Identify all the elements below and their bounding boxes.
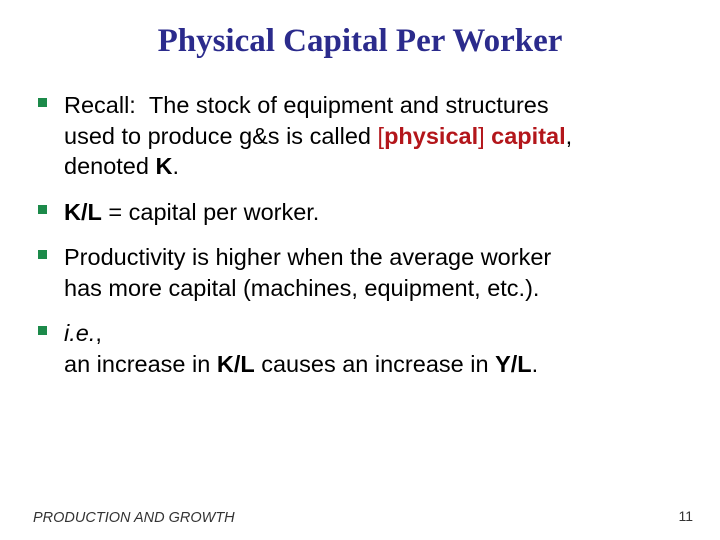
symbol-yl: Y/L xyxy=(495,350,532,377)
bullet-line: has more capital (machines, equipment, etc.). xyxy=(64,274,540,301)
bullet-ie xyxy=(36,318,696,379)
period: . xyxy=(531,350,539,377)
bullet-line: = capital per worker. xyxy=(101,198,320,225)
square-bullet-icon xyxy=(38,250,47,259)
symbol-kl: K/L xyxy=(64,198,102,225)
bullet-text xyxy=(64,242,696,303)
bullet-text xyxy=(64,318,696,379)
bullet-line: used to produce g&s is called xyxy=(64,122,378,149)
bullet-text xyxy=(64,197,696,228)
bullet-line: Productivity is higher when the average worker xyxy=(64,244,552,271)
period: . xyxy=(172,153,179,180)
ie-label: i.e. xyxy=(64,320,96,347)
bracket-close: ] xyxy=(478,122,485,149)
bullet-line: denoted xyxy=(64,153,156,180)
bullet-line: The stock of equipment and structures xyxy=(148,92,549,118)
symbol-kl: K/L xyxy=(216,350,255,377)
square-bullet-icon xyxy=(38,205,47,214)
bullet-productivity xyxy=(36,242,696,303)
emphasis-capital: capital xyxy=(491,122,566,149)
symbol-k: K xyxy=(155,153,173,180)
page-number: 11 xyxy=(678,508,693,524)
comma: , xyxy=(95,320,102,347)
footer-text: PRODUCTION AND GROWTH xyxy=(33,510,235,526)
bullet-kl xyxy=(36,197,696,228)
emphasis-physical: physical xyxy=(384,122,479,149)
bullet-line: an increase in xyxy=(64,350,217,377)
recall-label: Recall: xyxy=(64,92,136,118)
bullet-line: causes an increase in xyxy=(254,350,496,377)
square-bullet-icon xyxy=(38,98,47,107)
comma: , xyxy=(565,122,573,149)
slide-title: Physical Capital Per Worker xyxy=(157,23,563,59)
square-bullet-icon xyxy=(38,326,47,335)
bracket-open: [ xyxy=(377,122,385,149)
bullet-list xyxy=(36,90,696,379)
bullet-text xyxy=(64,90,696,182)
bullet-recall xyxy=(36,90,696,182)
